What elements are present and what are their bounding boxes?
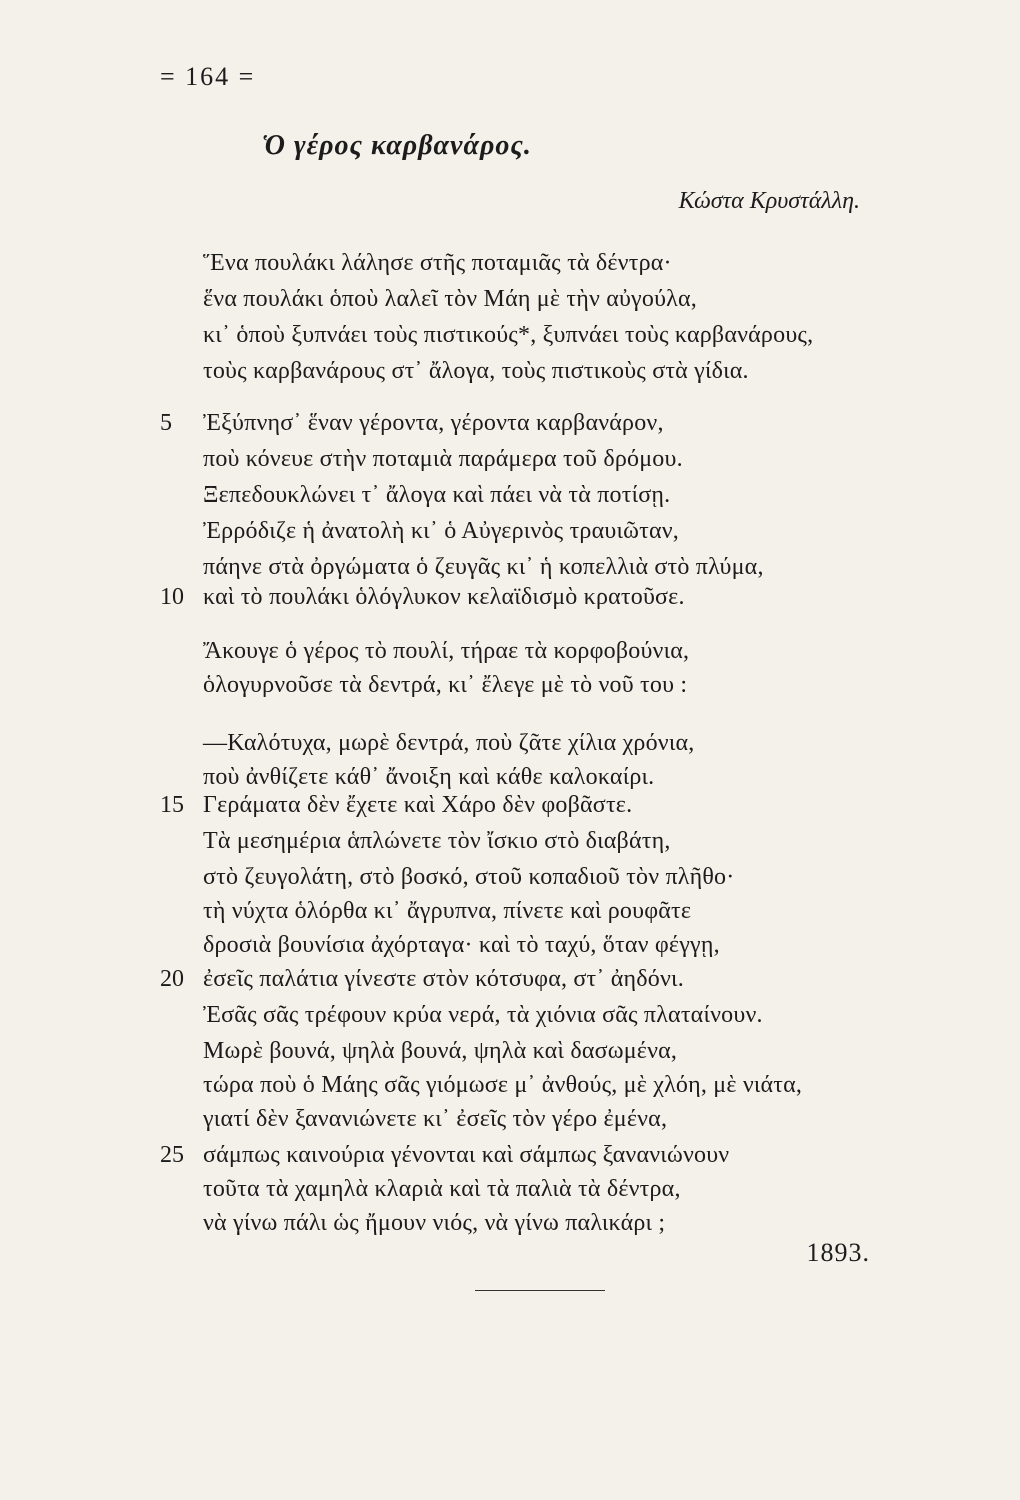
poem-line: σάμπως καινούρια γένονται καὶ σάμπως ξανανιώνουν <box>203 1142 730 1168</box>
poem-line: Ἕνα πουλάκι λάλησε στῆς ποταμιᾶς τὰ δέντρα· <box>203 250 672 276</box>
poem-line: ποὺ κόνευε στὴν ποταμιὰ παράμερα τοῦ δρόμου. <box>203 446 683 472</box>
poem-line: Γεράματα δὲν ἔχετε καὶ Χάρο δὲν φοβᾶστε. <box>203 792 633 818</box>
poem-line: Τὰ μεσημέρια ἁπλώνετε τὸν ἴσκιο στὸ διαβάτη, <box>203 828 671 854</box>
line-number: 5 <box>160 410 172 436</box>
page-number: = 164 = <box>160 62 256 91</box>
poem-line: Ἐσᾶς σᾶς τρέφουν κρύα νερά, τὰ χιόνια σᾶς πλαταίνουν. <box>203 1002 763 1028</box>
poem-line: Μωρὲ βουνά, ψηλὰ βουνά, ψηλὰ καὶ δασωμένα, <box>203 1038 678 1064</box>
poem-line: στὸ ζευγολάτη, στὸ βοσκό, στοῦ κοπαδιοῦ τὸν πλῆθο· <box>203 864 735 890</box>
poem-line: καὶ τὸ πουλάκι ὁλόγλυκον κελαϊδισμὸ κρατοῦσε. <box>203 584 685 610</box>
poem-line: τοῦτα τὰ χαμηλὰ κλαριὰ καὶ τὰ παλιὰ τὰ δέντρα, <box>203 1176 681 1202</box>
poem-line: τώρα ποὺ ὁ Μάης σᾶς γιόμωσε μ᾽ ἀνθούς, μὲ χλόη, μὲ νιάτα, <box>203 1072 803 1098</box>
poem-line: ἕνα πουλάκι ὁποὺ λαλεῖ τὸν Μάη μὲ τὴν αὐγούλα, <box>203 286 697 312</box>
line-number: 20 <box>160 966 184 992</box>
poem-line: τὴ νύχτα ὁλόρθα κι᾽ ἄγρυπνα, πίνετε καὶ ρουφᾶτε <box>203 898 692 924</box>
end-rule <box>475 1290 605 1291</box>
poem-line: τοὺς καρβανάρους στ᾽ ἄλογα, τοὺς πιστικοὺς στὰ γίδια. <box>203 358 749 384</box>
poem-author: Κώστα Κρυστάλλη. <box>678 188 860 214</box>
poem-line: Ἄκουγε ὁ γέρος τὸ πουλί, τήραε τὰ κορφοβούνια, <box>203 638 690 664</box>
poem-line: Ἐρρόδιζε ἡ ἀνατολὴ κι᾽ ὁ Αὐγερινὸς τραυιῶταν, <box>203 518 679 544</box>
poem-line: νὰ γίνω πάλι ὡς ἤμουν νιός, νὰ γίνω παλικάρι ; <box>203 1210 666 1236</box>
poem-title: Ὁ γέρος καρβανάρος. <box>262 130 532 161</box>
poem-line: ὁλογυρνοῦσε τὰ δεντρά, κι᾽ ἔλεγε μὲ τὸ νοῦ του : <box>203 672 688 698</box>
line-number: 10 <box>160 584 184 610</box>
poem-line: γιατί δὲν ξανανιώνετε κι᾽ ἐσεῖς τὸν γέρο ἐμένα, <box>203 1106 668 1132</box>
line-number: 15 <box>160 792 184 818</box>
poem-line: ποὺ ἀνθίζετε κάθ᾽ ἄνοιξη καὶ κάθε καλοκαίρι. <box>203 764 655 790</box>
poem-line: —Καλότυχα, μωρὲ δεντρά, ποὺ ζᾶτε χίλια χρόνια, <box>203 730 695 756</box>
poem-line: Ἐξύπνησ᾽ ἕναν γέροντα, γέροντα καρβανάρον, <box>203 410 664 436</box>
poem-line: πάηνε στὰ ὀργώματα ὁ ζευγᾶς κι᾽ ἡ κοπελλιὰ στὸ πλύμα, <box>203 554 764 580</box>
line-number: 25 <box>160 1142 184 1168</box>
poem-year: 1893. <box>806 1238 870 1267</box>
poem-line: Ξεπεδουκλώνει τ᾽ ἄλογα καὶ πάει νὰ τὰ ποτίσῃ. <box>203 482 671 508</box>
poem-line: δροσιὰ βουνίσια ἀχόρταγα· καὶ τὸ ταχύ, ὅταν φέγγῃ, <box>203 932 720 958</box>
poem-line: ἐσεῖς παλάτια γίνεστε στὸν κότσυφα, στ᾽ ἀηδόνι. <box>203 966 684 992</box>
poem-line: κι᾽ ὁποὺ ξυπνάει τοὺς πιστικούς*, ξυπνάει τοὺς καρβανάρους, <box>203 322 814 348</box>
